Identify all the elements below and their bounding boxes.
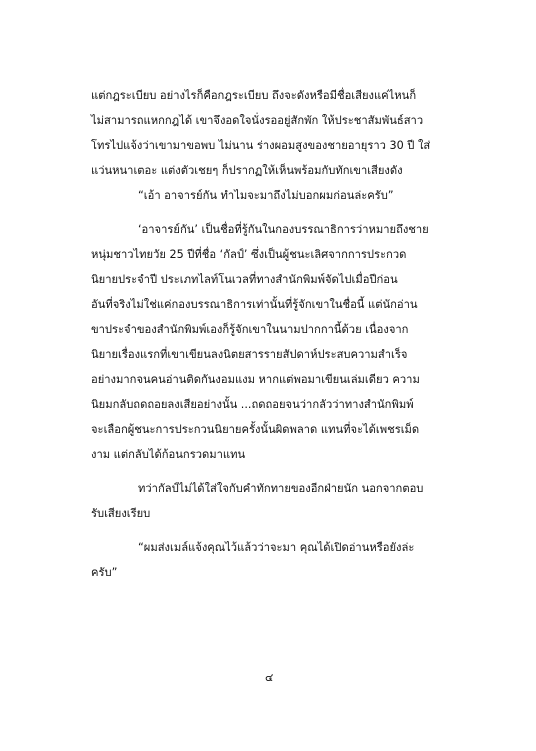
body-text-line: ขาประจำของสำนักพิมพ์เองก็รู้จักเขาในนามปากกานี้ด้วย เนื่องจาก [91,323,409,336]
body-text-line: ไม่สามารถแหกกฎได้ เขาจึงอดใจนั่งรออยู่สักพัก ให้ประชาสัมพันธ์สาว [91,114,424,127]
body-text-line: อย่างมากจนคนอ่านติดกันงอมแงม หากแต่พอมาเขียนเล่มเดียว ความ [91,373,420,386]
body-text-line: อันที่จริงไม่ใช่แค่กองบรรณาธิการเท่านั้นที่รู้จักเขาในชื่อนี้ แต่นักอ่าน [91,298,418,311]
body-text-line: แต่กฎระเบียบ อย่างไรก็คือกฎระเบียบ ถึงจะดังหรือมีชื่อเสียงแค่ไหนก็ [91,89,417,102]
body-text-line: นิยมกลับถดถอยลงเสียอย่างนั้น ...ถดถอยจนว่ากลัวว่าทางสำนักพิมพ์ [91,398,414,411]
body-text-line: งาม แต่กลับได้ก้อนกรวดมาแทน [91,448,246,461]
dialogue-line: ครับ” [91,566,118,579]
body-text-line: แว่นหนาเตอะ แต่งตัวเชยๆ ก็ปรากฏให้เห็นพร้อมกับทักเขาเสียงดัง [91,164,403,177]
body-text-line: นิยายเรื่องแรกที่เขาเขียนลงนิตยสารรายสัปดาห์ประสบความสำเร็จ [91,348,408,361]
body-text-line: โทรไปแจ้งว่าเขามาขอพบ ไม่นาน ร่างผอมสูงของชายอายุราว 30 ปี ใส่ [91,139,431,152]
body-text-line: ทว่ากัลป์ไม่ได้ใส่ใจกับคำทักทายของอีกฝ่ายนัก นอกจากตอบ [138,482,424,495]
body-text-line: หนุ่มชาวไทยวัย 25 ปีที่ชื่อ ‘กัลป์’ ซึ่งเป็นผู้ชนะเลิศจากการประกวด [91,248,407,261]
body-text-line: รับเสียงเรียบ [91,507,151,520]
dialogue-line: “ผมส่งเมล์แจ้งคุณไว้แล้วว่าจะมา คุณได้เปิดอ่านหรือยังล่ะ [138,541,415,554]
body-text-line: จะเลือกผู้ชนะการประกวนนิยายครั้งนั้นผิดพลาด แทนที่จะได้เพชรเม็ด [91,423,420,436]
body-text-line: นิยายประจำปี ประเภทไลท์โนเวลที่ทางสำนักพิมพ์จัดไปเมื่อปีก่อน [91,273,398,286]
body-text-line: ‘อาจารย์กัน’ เป็นชื่อที่รู้กันในกองบรรณาธิการว่าหมายถึงชาย [138,223,429,236]
page-number: ๔ [265,671,274,684]
dialogue-line: “เอ้า อาจารย์กัน ทำไมจะมาถึงไม่บอกผมก่อนล่ะครับ” [138,189,394,202]
